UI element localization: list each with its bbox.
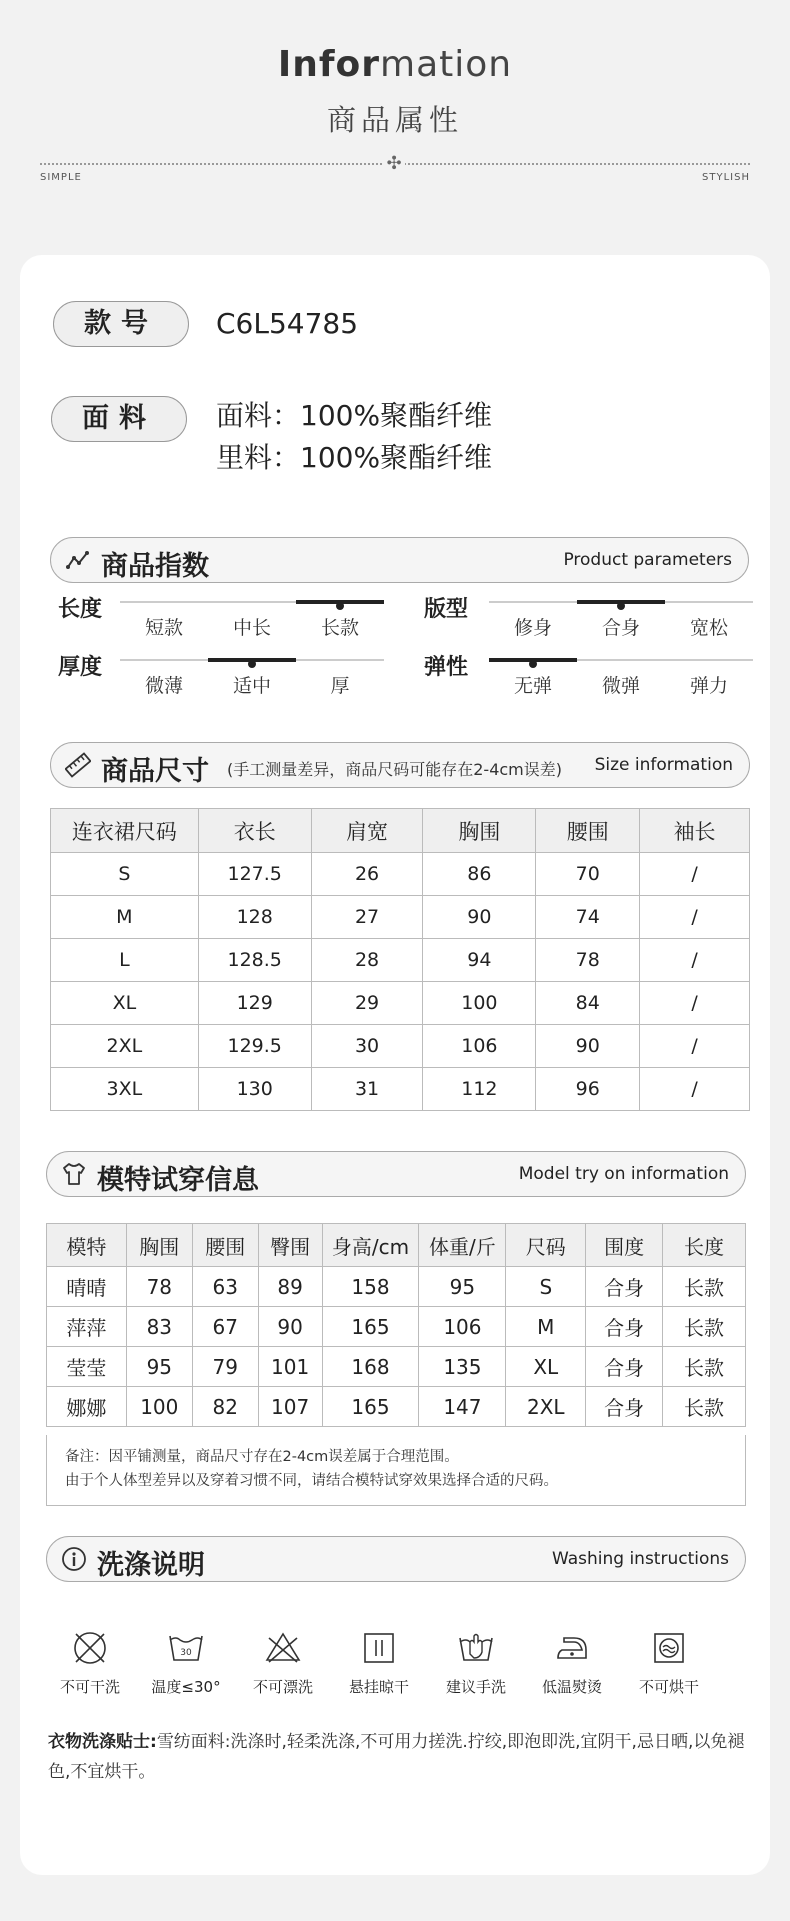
- table-cell: 90: [258, 1307, 322, 1347]
- table-cell: 147: [419, 1387, 506, 1427]
- param-option: 长款: [320, 617, 359, 639]
- column-header: 长度: [663, 1224, 746, 1267]
- table-cell: 萍萍: [47, 1307, 127, 1347]
- table-cell: 165: [322, 1387, 419, 1427]
- table-cell: 63: [192, 1267, 258, 1307]
- washing-en: Washing instructions: [551, 1549, 729, 1569]
- wash-label: 不可烘干: [638, 1678, 699, 1696]
- param-option: 宽松: [689, 617, 728, 639]
- table-header-row: [47, 1224, 746, 1267]
- table-cell: 106: [419, 1307, 506, 1347]
- trend-line-icon: [65, 547, 91, 573]
- wash-item: [235, 1628, 331, 1697]
- size-title: 商品尺寸: [101, 756, 209, 787]
- wash-item: [524, 1628, 620, 1697]
- table-cell: 长款: [663, 1387, 746, 1427]
- param-label: 弹性: [424, 655, 469, 680]
- fabric-label: 面料: [51, 396, 187, 442]
- table-cell: 100: [423, 982, 536, 1025]
- table-cell: 长款: [663, 1267, 746, 1307]
- table-cell: M: [506, 1307, 586, 1347]
- table-cell: 合身: [586, 1387, 663, 1427]
- model-title: 模特试穿信息: [97, 1165, 259, 1196]
- table-cell: XL: [51, 982, 199, 1025]
- column-header: 模特: [47, 1224, 127, 1267]
- column-header: 连衣裙尺码: [51, 809, 199, 853]
- table-cell: 74: [536, 896, 640, 939]
- table-cell: 2XL: [506, 1387, 586, 1427]
- table-row: [51, 939, 750, 982]
- washing-title: 洗涤说明: [97, 1550, 205, 1581]
- no-dry-clean-icon: [70, 1628, 110, 1668]
- table-cell: 娜娜: [47, 1387, 127, 1427]
- param-selected-dot: [248, 660, 256, 668]
- param-selected-dot: [617, 602, 625, 610]
- table-cell: /: [640, 853, 750, 896]
- header-subtitle: 商品属性: [326, 103, 463, 137]
- table-cell: 晴晴: [47, 1267, 127, 1307]
- column-header: 腰围: [536, 809, 640, 853]
- table-cell: 128.5: [198, 939, 311, 982]
- column-header: 体重/斤: [419, 1224, 506, 1267]
- info-icon: [61, 1546, 87, 1572]
- param-label: 版型: [424, 597, 469, 622]
- table-cell: 96: [536, 1068, 640, 1111]
- model-header: [46, 1151, 746, 1197]
- param-option: 无弹: [513, 675, 552, 697]
- param-option: 厚: [330, 675, 350, 697]
- wash-item: [428, 1628, 524, 1697]
- fabric-lining: 里料：100%聚酯纤维: [216, 441, 493, 474]
- table-cell: XL: [506, 1347, 586, 1387]
- column-header: 衣长: [198, 809, 311, 853]
- model-note: [46, 1435, 746, 1506]
- column-header: 胸围: [126, 1224, 192, 1267]
- param-option: 适中: [232, 675, 271, 697]
- table-cell: 90: [536, 1025, 640, 1068]
- table-row: [51, 853, 750, 896]
- table-cell: 长款: [663, 1307, 746, 1347]
- wash-item: [138, 1628, 234, 1697]
- param-option: 合身: [601, 617, 640, 639]
- column-header: 肩宽: [311, 809, 423, 853]
- table-row: [51, 1068, 750, 1111]
- table-cell: 100: [126, 1387, 192, 1427]
- page-header: [0, 0, 790, 250]
- wash-30-icon: [166, 1628, 206, 1668]
- table-cell: 78: [126, 1267, 192, 1307]
- table-cell: S: [506, 1267, 586, 1307]
- product-params-en: Product parameters: [563, 550, 732, 570]
- table-cell: S: [51, 853, 199, 896]
- table-cell: 79: [192, 1347, 258, 1387]
- wash-item: [621, 1628, 717, 1697]
- table-cell: L: [51, 939, 199, 982]
- table-cell: 95: [419, 1267, 506, 1307]
- table-cell: /: [640, 1025, 750, 1068]
- table-cell: 82: [192, 1387, 258, 1427]
- wash-label: 温度≤30°: [151, 1678, 221, 1696]
- size-note: (手工测量差异，商品尺码可能存在2-4cm误差): [227, 760, 563, 779]
- header-title: Information: [277, 44, 513, 85]
- table-cell: 31: [311, 1068, 423, 1111]
- param-option: 中长: [232, 617, 271, 639]
- table-cell: /: [640, 939, 750, 982]
- low-iron-icon: [552, 1628, 592, 1668]
- table-row: [51, 1025, 750, 1068]
- table-cell: 26: [311, 853, 423, 896]
- shirt-icon: [61, 1161, 87, 1187]
- wash-item: [331, 1628, 427, 1697]
- washing-tip: [48, 1727, 748, 1787]
- param-option: 短款: [144, 617, 183, 639]
- column-header: 尺码: [506, 1224, 586, 1267]
- header-left-tag: SIMPLE: [40, 172, 82, 183]
- param-option: 微弹: [601, 675, 640, 697]
- table-row: [51, 982, 750, 1025]
- table-header-row: [51, 809, 750, 853]
- table-cell: 89: [258, 1267, 322, 1307]
- washing-header: [46, 1536, 746, 1582]
- table-cell: 29: [311, 982, 423, 1025]
- table-cell: 合身: [586, 1307, 663, 1347]
- washing-tip-text: 雪纺面料:洗涤时,轻柔洗涤,不可用力搓洗.拧绞,即泡即洗,宜阴干,忌日晒,以免褪色,不宜烘干。: [48, 1732, 745, 1782]
- style-number-label: 款号: [53, 301, 189, 347]
- table-cell: 合身: [586, 1347, 663, 1387]
- table-cell: 106: [423, 1025, 536, 1068]
- size-header: [50, 742, 750, 788]
- crosshair-icon: ✣: [383, 153, 405, 175]
- table-cell: 莹莹: [47, 1347, 127, 1387]
- table-cell: 27: [311, 896, 423, 939]
- header-right-tag: STYLISH: [702, 172, 750, 183]
- param-selected-dot: [336, 602, 344, 610]
- wash-label: 低温熨烫: [541, 1678, 602, 1696]
- param-option: 修身: [513, 617, 552, 639]
- table-cell: 30: [311, 1025, 423, 1068]
- table-cell: 107: [258, 1387, 322, 1427]
- info-card: [20, 255, 770, 1875]
- table-cell: 112: [423, 1068, 536, 1111]
- model-note-line-2: 由于个人体型差异以及穿着习惯不同，请结合模特试穿效果选择合适的尺码。: [65, 1473, 558, 1489]
- table-cell: 86: [423, 853, 536, 896]
- wash-item: [42, 1628, 138, 1697]
- table-cell: 28: [311, 939, 423, 982]
- svg-text:30: 30: [180, 1648, 192, 1658]
- column-header: 腰围: [192, 1224, 258, 1267]
- table-row: [51, 896, 750, 939]
- column-header: 身高/cm: [322, 1224, 419, 1267]
- table-cell: /: [640, 896, 750, 939]
- table-cell: 135: [419, 1347, 506, 1387]
- table-cell: 127.5: [198, 853, 311, 896]
- param-option: 微薄: [144, 675, 183, 697]
- param-option: 弹力: [689, 675, 728, 697]
- ruler-icon: [65, 752, 91, 778]
- table-cell: M: [51, 896, 199, 939]
- table-cell: 128: [198, 896, 311, 939]
- table-row: [47, 1267, 746, 1307]
- table-cell: 165: [322, 1307, 419, 1347]
- hang-dry-icon: [359, 1628, 399, 1668]
- product-params-header: [50, 537, 749, 583]
- model-table: [46, 1223, 746, 1427]
- table-cell: 长款: [663, 1347, 746, 1387]
- table-cell: 130: [198, 1068, 311, 1111]
- table-cell: 70: [536, 853, 640, 896]
- table-cell: 3XL: [51, 1068, 199, 1111]
- wash-label: 悬挂晾干: [348, 1678, 409, 1696]
- table-cell: 78: [536, 939, 640, 982]
- column-header: 围度: [586, 1224, 663, 1267]
- size-en: Size information: [594, 755, 733, 775]
- table-cell: 158: [322, 1267, 419, 1307]
- table-cell: 83: [126, 1307, 192, 1347]
- table-cell: 94: [423, 939, 536, 982]
- wash-label: 不可漂洗: [252, 1678, 313, 1696]
- table-cell: 67: [192, 1307, 258, 1347]
- table-row: [47, 1347, 746, 1387]
- size-table: [50, 808, 750, 1111]
- table-cell: 90: [423, 896, 536, 939]
- table-cell: /: [640, 1068, 750, 1111]
- model-en: Model try on information: [518, 1164, 729, 1184]
- param-selected-dot: [529, 660, 537, 668]
- table-cell: 101: [258, 1347, 322, 1387]
- no-bleach-icon: [263, 1628, 303, 1668]
- wash-label: 建议手洗: [445, 1678, 506, 1696]
- hand-wash-icon: [456, 1628, 496, 1668]
- column-header: 袖长: [640, 809, 750, 853]
- model-note-line-1: 备注：因平铺测量，商品尺寸存在2-4cm误差属于合理范围。: [65, 1449, 459, 1465]
- table-cell: 129: [198, 982, 311, 1025]
- style-number-value: C6L54785: [216, 307, 359, 340]
- table-row: [47, 1307, 746, 1347]
- fabric-outer: 面料：100%聚酯纤维: [216, 399, 493, 432]
- no-tumble-dry-icon: [649, 1628, 689, 1668]
- table-cell: 95: [126, 1347, 192, 1387]
- table-cell: 合身: [586, 1267, 663, 1307]
- table-cell: /: [640, 982, 750, 1025]
- table-row: [47, 1387, 746, 1427]
- table-cell: 129.5: [198, 1025, 311, 1068]
- product-params-title: 商品指数: [101, 551, 209, 582]
- wash-label: 不可干洗: [59, 1678, 120, 1696]
- table-cell: 84: [536, 982, 640, 1025]
- param-label: 厚度: [58, 655, 103, 680]
- table-cell: 168: [322, 1347, 419, 1387]
- column-header: 臀围: [258, 1224, 322, 1267]
- param-label: 长度: [58, 597, 103, 622]
- table-cell: 2XL: [51, 1025, 199, 1068]
- column-header: 胸围: [423, 809, 536, 853]
- washing-tip-label: 衣物洗涤贴士:: [48, 1732, 157, 1752]
